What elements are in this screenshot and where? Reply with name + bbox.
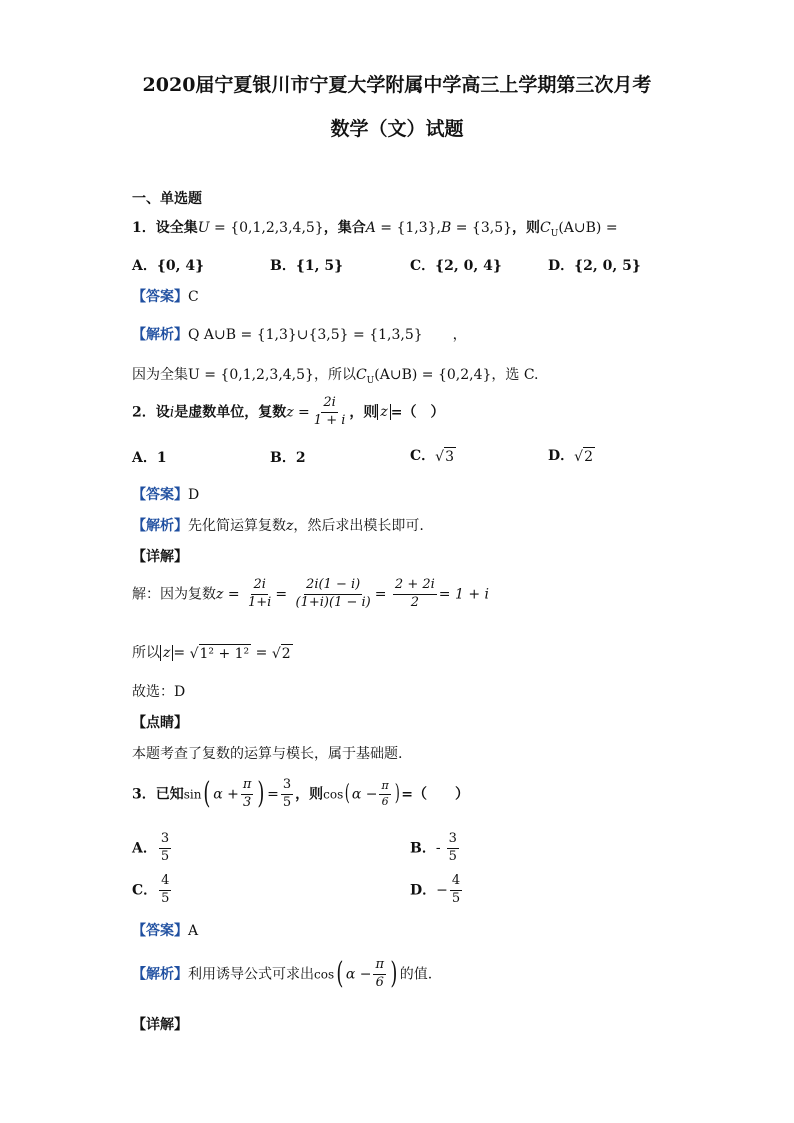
q1-option-c: C．{2, 0, 4} bbox=[410, 258, 502, 274]
q3-detail-label: 【详解】 bbox=[132, 1017, 188, 1033]
q3-answer: 【答案】A bbox=[132, 923, 199, 939]
q3-option-b: B．- $\frac{3}{5}$ bbox=[410, 831, 457, 864]
q2-solution: 解：因为复数z = $\frac{2i}{1+i}$ = $\frac{2i(1 - i)}{(1+i)(1 - i)}$ = $\frac{2 + 2i}{2}$ = 1 + i bbox=[132, 577, 489, 610]
q1-text-c: ，则 bbox=[512, 220, 541, 236]
q1-math-b: B bbox=[441, 220, 452, 236]
q1-answer-label: 【答案】 bbox=[132, 289, 188, 305]
q1-analysis bbox=[132, 324, 467, 344]
q1-math-a-set: = {1,3} bbox=[375, 220, 437, 236]
q2-option-d: D． √ 2 bbox=[548, 448, 593, 465]
q2-comment-label: 【点睛】 bbox=[132, 715, 188, 731]
q1-analysis-tail: ， bbox=[452, 327, 467, 343]
q1-text-b: ，集合 bbox=[323, 220, 366, 236]
q2-choice: 故选：D bbox=[132, 684, 186, 700]
q1-math-a: A bbox=[365, 220, 376, 236]
q2-detail-label: 【详解】 bbox=[132, 549, 188, 565]
q2-option-a: A．1 bbox=[132, 450, 167, 466]
q1-analysis-line2: 因为全集U = {0,1,2,3,4,5}，所以$C_U(A\cup B) = \{0,2,4\}$，选 C. bbox=[132, 367, 539, 386]
q2-option-c: C． √ 3 bbox=[410, 448, 454, 465]
q1-math-c-sub: U bbox=[550, 228, 559, 239]
q2-fraction: $\frac{2i}{1 + i}$ bbox=[313, 395, 346, 428]
q3-analysis: 【解析】利用诱导公式可求出cos( α − $\frac{\pi}{6}$ ) 的值. bbox=[132, 956, 433, 992]
q3-option-d: D．− $\frac{4}{5}$ bbox=[410, 873, 461, 906]
q2-comment: 本题考查了复数的运算与模长，属于基础题. bbox=[132, 746, 403, 762]
q1-answer bbox=[132, 286, 199, 306]
q1-math-b-set: = {3,5} bbox=[451, 220, 513, 236]
q1-text-a: 设全集 bbox=[155, 220, 198, 236]
q3-option-c: C． $\frac{4}{5}$ bbox=[132, 873, 170, 906]
q1-analysis-math: Q A∪B = {1,3}∪{3,5} = {1,3,5} bbox=[188, 327, 423, 343]
question-2: 2．设i是虚数单位，复数z = $\frac{2i}{1 + i}$ ，则 z =（ ） bbox=[132, 395, 445, 428]
q1-math-u: U bbox=[197, 220, 210, 236]
question-3: 3．已知sin( α + $\frac{\pi}{3}$ ) = $\frac{3}{5}$ ，则cos( α − $\frac{\pi}{6}$ ) =（ ） bbox=[132, 776, 470, 812]
q1-number: 1． bbox=[132, 220, 156, 236]
q3-option-a: A． $\frac{3}{5}$ bbox=[132, 831, 170, 864]
q2-analysis: 【解析】先化简运算复数z，然后求出模长即可. bbox=[132, 518, 424, 534]
q1-option-d: D．{2, 0, 5} bbox=[548, 258, 641, 274]
q1-math-c: C bbox=[540, 220, 551, 236]
q1-option-a: A．{0, 4} bbox=[132, 258, 205, 274]
document-title-line2: 数学（文）试题 bbox=[330, 118, 464, 140]
q1-math-c-arg: (A∪B) = bbox=[558, 220, 618, 236]
q1-analysis-label: 【解析】 bbox=[132, 327, 188, 343]
q2-modulus: 所以 z = √ 1² + 1² = √ 2 bbox=[132, 645, 291, 662]
q1-math-u-set: = {0,1,2,3,4,5} bbox=[209, 220, 324, 236]
q2-number: 2． bbox=[132, 404, 156, 421]
q2-answer: 【答案】D bbox=[132, 487, 200, 503]
document-title-line1: 2020届宁夏银川市宁夏大学附属中学高三上学期第三次月考 bbox=[142, 74, 652, 96]
q2-option-b: B．2 bbox=[270, 450, 306, 466]
section-heading: 一、单选题 bbox=[132, 191, 202, 207]
question-1: 1．设全集U = {0,1,2,3,4,5}，集合A = {1,3},B = {3,5}，则$C_U(A\cup B)$ = bbox=[132, 220, 618, 239]
q1-answer-value: C bbox=[188, 289, 199, 305]
q1-option-b: B．{1, 5} bbox=[270, 258, 344, 274]
